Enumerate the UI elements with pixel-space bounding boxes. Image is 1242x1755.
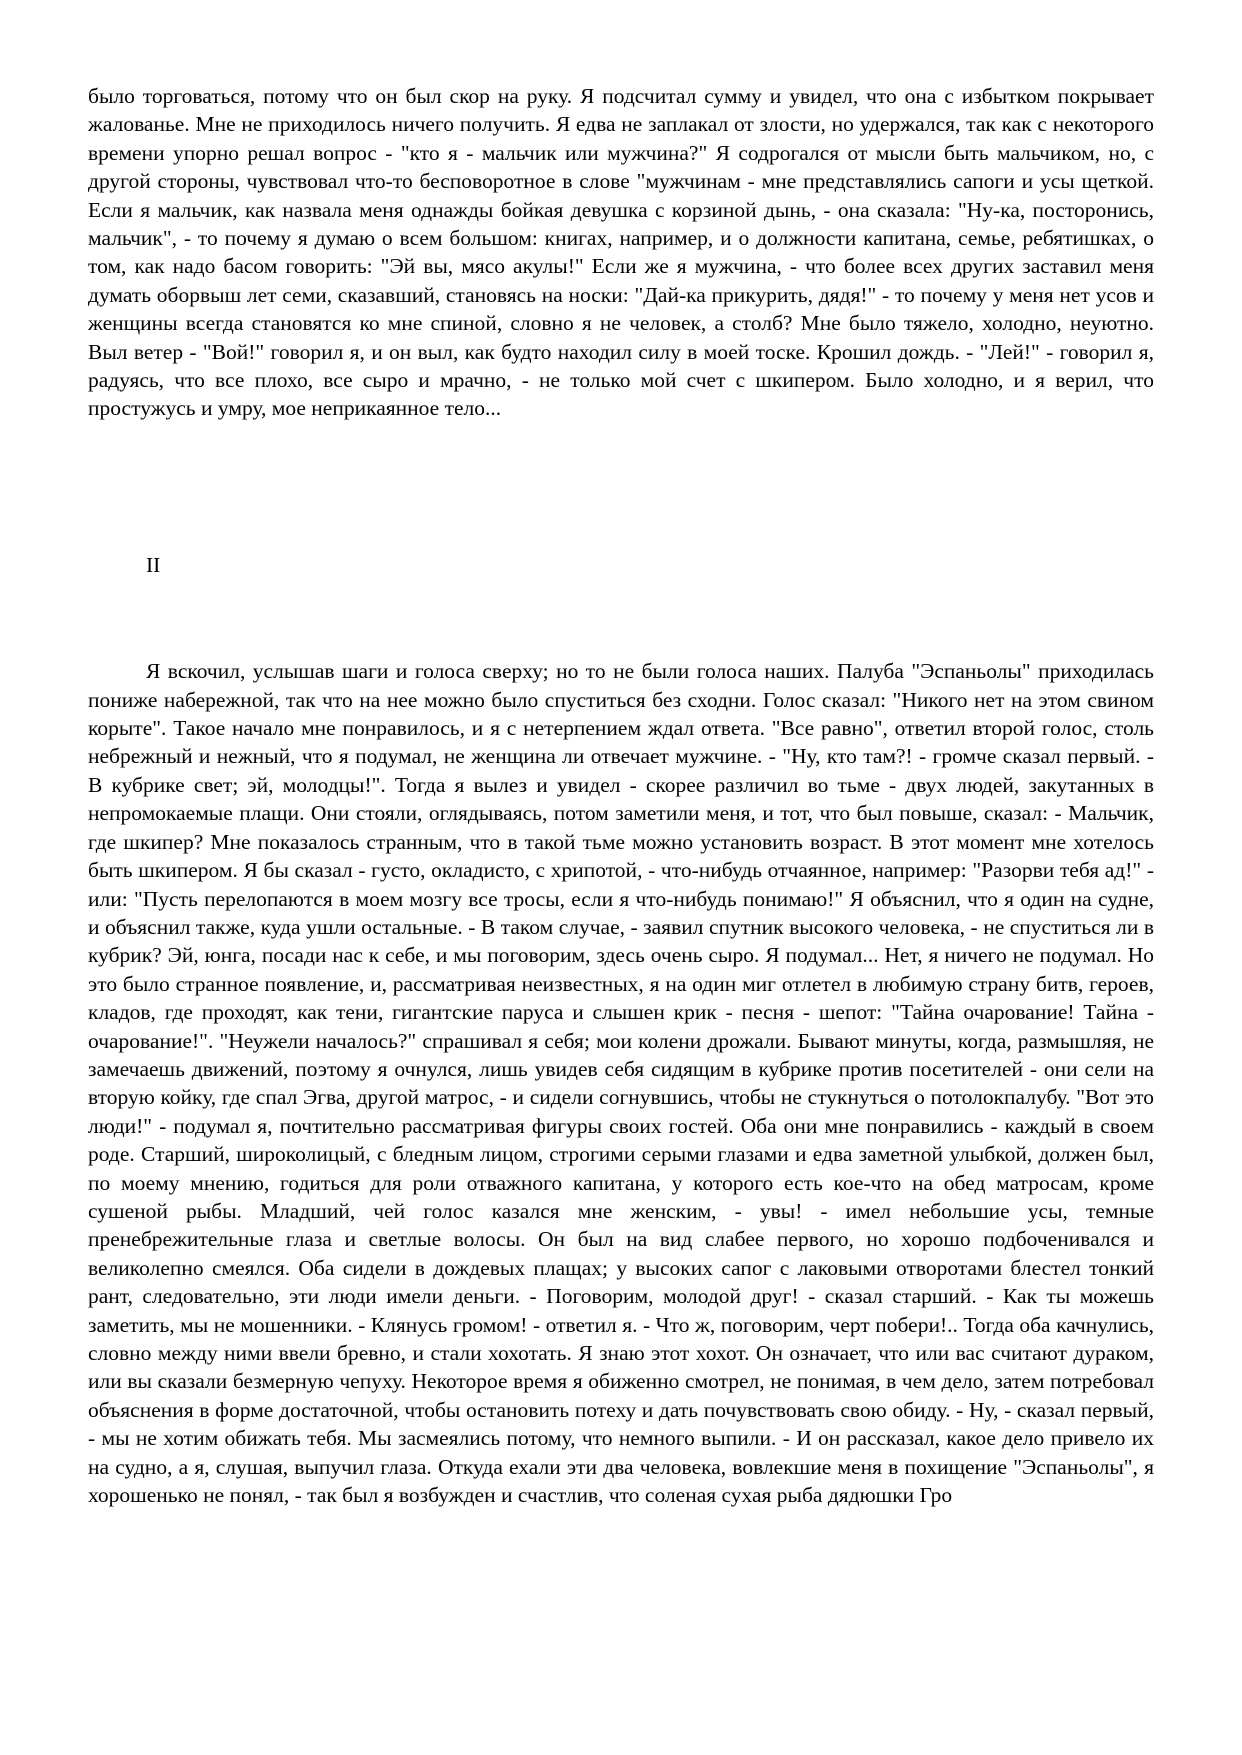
paragraph-1: было торговаться, потому что он был скор на руку. Я подсчитал сумму и увидел, что она с избытком покрывает жалованье. Мне не приходилось ничего получить. Я едва не заплакал от злости, но удержался, так как с некоторого времени упорно решал вопрос - "кто я - мальчик или мужчина?" Я содрогался от мысли быть мальчиком, но, с другой стороны, чувствовал что-то бесповоротное в слове "мужчинам - мне представлялись сапоги и усы щеткой. Если я мальчик, как назвала меня однажды бойкая девушка с корзиной дынь, - она сказала: "Ну-ка, посторонись, мальчик", - то почему я думаю о всем большом: книгах, например, и о должности капитана, семье, ребятишках, о том, как надо басом говорить: "Эй вы, мясо акулы!" Если же я мужчина, - что более всех других заставил меня думать оборвыш лет семи, сказавший, становясь на носки: "Дай-ка прикурить, дядя!" - то почему у меня нет усов и женщины всегда становятся ко мне спиной, словно я не человек, а столб? Мне было тяжело, холодно, неуютно. Выл ветер - "Вой!" говорил я, и он выл, как будто находил силу в моей тоске. Крошил дождь. - "Лей!" - говорил я, радуясь, что все плохо, все сыро и мрачно, - не только мой счет с шкипером. Было холодно, и я верил, что простужусь и умру, мое неприкаянное тело... [88,84,1154,421]
section-heading: II [146,552,161,577]
section-spacer [88,579,1154,657]
paragraph-2: Я вскочил, услышав шаги и голоса сверху; но то не были голоса наших. Палуба "Эспаньолы" приходилась пониже набережной, так что на нее можно было спуститься без сходни. Голос сказал: "Никого нет на этом свином корыте". Такое начало мне понравилось, и я с нетерпением ждал ответа. "Все равно", ответил второй голос, столь небрежный и нежный, что я подумал, не женщина ли отвечает мужчине. - "Ну, кто там?! - громче сказал первый. - В кубрике свет; эй, молодцы!". Тогда я вылез и увидел - скорее различил во тьме - двух людей, закутанных в непромокаемые плащи. Они стояли, оглядываясь, потом заметили меня, и тот, что был повыше, сказал: - Мальчик, где шкипер? Мне показалось странным, что в такой тьме можно установить возраст. В этот момент мне хотелось быть шкипером. Я бы сказал - густо, окладисто, с хрипотой, - что-нибудь отчаянное, например: "Разорви тебя ад!" - или: "Пусть перелопаются в моем мозгу все тросы, если я что-нибудь понимаю!" Я объяснил, что я один на судне, и объяснил также, куда ушли остальные. - В таком случае, - заявил спутник высокого человека, - не спуститься ли в кубрик? Эй, юнга, посади нас к себе, и мы поговорим, здесь очень сыро. Я подумал... Нет, я ничего не подумал. Но это было странное появление, и, рассматривая неизвестных, я на один миг отлетел в любимую страну битв, героев, кладов, где проходят, как тени, гигантские паруса и слышен крик - песня - шепот: "Тайна очарование! Тайна - очарование!". "Неужели началось?" спрашивал я себя; мои колени дрожали. Бывают минуты, когда, размышляя, не замечаешь движений, поэтому я очнулся, лишь увидев себя сидящим в кубрике против посетителей - они сели на вторую койку, где спал Эгва, другой матрос, - и сидели согнувшись, чтобы не стукнуться о потолокпалубу. "Вот это люди!" - подумал я, почтительно рассматривая фигуры своих гостей. Оба они мне понравились - каждый в своем роде. Старший, широколицый, с бледным лицом, строгими серыми глазами и едва заметной улыбкой, должен был, по моему мнению, годиться для роли отважного капитана, у которого есть кое-что на обед матросам, кроме сушеной рыбы. Младший, чей голос казался мне женским, - увы! - имел небольшие усы, темные пренебрежительные глаза и светлые волосы. Он был на вид слабее первого, но хорошо подбоченивался и великолепно смеялся. Оба сидели в дождевых плащах; у высоких сапог с лаковыми отворотами блестел тонкий рант, следовательно, эти люди имели деньги. - Поговорим, молодой друг! - сказал старший. - Как ты можешь заметить, мы не мошенники. - Клянусь громом! - ответил я. - Что ж, поговорим, черт побери!.. Тогда оба качнулись, словно между ними ввели бревно, и стали хохотать. Я знаю этот хохот. Он означает, что или вас считают дураком, или вы сказали безмерную чепуху. Некоторое время я обиженно смотрел, не понимая, в чем дело, затем потребовал объяснения в форме достаточной, чтобы остановить потеху и дать почувствовать свою обиду. - Ну, - сказал первый, - мы не хотим обижать тебя. Мы засмеялись потому, что немного выпили. - И он рассказал, какое дело привело их на судно, а я, слушая, выпучил глаза. Откуда ехали эти два человека, вовлекшие меня в похищение "Эспаньолы", я хорошенько не понял, - так был я возбужден и счастлив, что соленая сухая рыба дядюшки Гро [88,659,1154,1508]
